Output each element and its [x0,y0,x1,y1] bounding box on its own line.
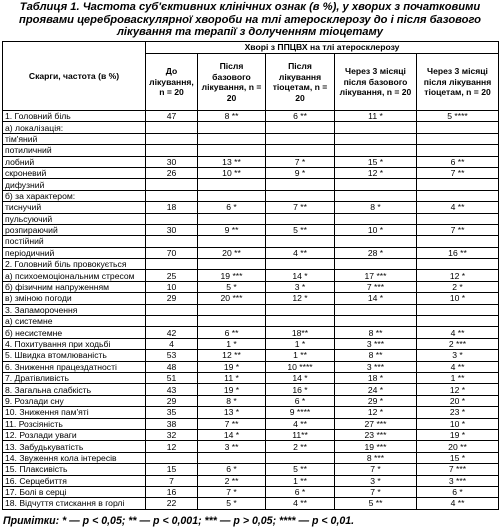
after-thiocetam-cell: 1 ** [266,475,335,486]
header-complaints: Скарги, частота (в %) [3,42,146,111]
before-cell: 35 [146,407,198,418]
3mo-basic-cell: 14 * [335,293,417,304]
3mo-thiocetam-cell [417,213,499,224]
table-row [3,429,499,440]
complaint-cell: 9. Розлади сну [3,395,146,406]
table-row [3,145,499,156]
after-basic-cell: 13 * [198,407,266,418]
before-cell: 32 [146,429,198,440]
after-basic-cell: 13 ** [198,156,266,167]
complaint-cell: 11. Розсіяність [3,418,146,429]
3mo-thiocetam-cell: 4 ** [417,361,499,372]
3mo-basic-cell: 3 * [335,475,417,486]
table-row [3,384,499,395]
complaint-cell: розпираючий [3,224,146,235]
before-cell: 4 [146,338,198,349]
header-group: Хворі з ППЦВХ на тлі атеросклерозу [146,42,499,54]
after-thiocetam-cell [266,179,335,190]
3mo-basic-cell: 27 *** [335,418,417,429]
before-cell [146,190,198,201]
after-basic-cell: 5 * [198,498,266,509]
complaint-cell: потиличний [3,145,146,156]
after-basic-cell: 10 ** [198,167,266,178]
3mo-thiocetam-cell: 15 * [417,452,499,463]
table-row [3,167,499,178]
complaint-cell: 7. Дратівливість [3,372,146,383]
before-cell: 10 [146,281,198,292]
after-thiocetam-cell [266,213,335,224]
after-basic-cell [198,122,266,133]
complaint-cell: 10. Зниження пам'яті [3,407,146,418]
after-basic-cell: 19 * [198,361,266,372]
complaint-cell: 14. Звуження кола інтересів [3,452,146,463]
3mo-basic-cell: 5 ** [335,498,417,509]
complaint-cell: 17. Болі в серці [3,486,146,497]
after-thiocetam-cell [266,190,335,201]
3mo-basic-cell: 7 * [335,464,417,475]
before-cell [146,316,198,327]
table-row [3,179,499,190]
after-basic-cell: 7 ** [198,418,266,429]
3mo-thiocetam-cell: 20 * [417,395,499,406]
3mo-thiocetam-cell: 4 ** [417,327,499,338]
3mo-thiocetam-cell: 12 * [417,270,499,281]
after-thiocetam-cell [266,316,335,327]
after-basic-cell: 5 * [198,281,266,292]
table-row [3,190,499,201]
after-basic-cell [198,452,266,463]
table-row [3,316,499,327]
3mo-basic-cell: 8 * [335,202,417,213]
3mo-basic-cell: 3 *** [335,361,417,372]
after-thiocetam-cell: 6 ** [266,111,335,122]
3mo-thiocetam-cell: 20 ** [417,441,499,452]
after-basic-cell: 12 ** [198,350,266,361]
after-basic-cell [198,259,266,270]
before-cell: 26 [146,167,198,178]
before-cell [146,122,198,133]
table-row [3,259,499,270]
after-basic-cell: 8 ** [198,111,266,122]
3mo-thiocetam-cell: 6 * [417,486,499,497]
complaint-cell: а) психоемоціональним стресом [3,270,146,281]
table-row [3,224,499,235]
before-cell [146,133,198,144]
complaint-cell: в) зміною погоди [3,293,146,304]
before-cell [146,452,198,463]
after-thiocetam-cell: 2 ** [266,441,335,452]
3mo-thiocetam-cell: 23 * [417,407,499,418]
table-row [3,293,499,304]
before-cell: 15 [146,464,198,475]
after-basic-cell: 6 ** [198,327,266,338]
before-cell: 70 [146,247,198,258]
complaint-cell: 4. Похитування при ходьбі [3,338,146,349]
after-thiocetam-cell: 11** [266,429,335,440]
table-row [3,441,499,452]
table-row [3,236,499,247]
table-row [3,486,499,497]
complaint-cell: 8. Загальна слабкість [3,384,146,395]
header-before-treatment: До лікування, n = 20 [146,54,198,111]
table-row [3,304,499,315]
3mo-thiocetam-cell [417,190,499,201]
after-thiocetam-cell [266,259,335,270]
3mo-basic-cell: 10 * [335,224,417,235]
table-row [3,407,499,418]
after-thiocetam-cell: 6 * [266,486,335,497]
3mo-thiocetam-cell: 4 ** [417,498,499,509]
after-basic-cell [198,316,266,327]
before-cell: 42 [146,327,198,338]
3mo-thiocetam-cell [417,259,499,270]
before-cell [146,179,198,190]
3mo-thiocetam-cell [417,133,499,144]
before-cell: 30 [146,224,198,235]
complaint-cell: 5. Швидка втомлюваність [3,350,146,361]
3mo-basic-cell [335,236,417,247]
complaint-cell: тиснучий [3,202,146,213]
after-thiocetam-cell: 18** [266,327,335,338]
3mo-basic-cell [335,145,417,156]
before-cell [146,259,198,270]
table-row [3,464,499,475]
3mo-thiocetam-cell: 10 * [417,418,499,429]
complaint-cell: дифузний [3,179,146,190]
after-basic-cell: 14 * [198,429,266,440]
3mo-basic-cell [335,213,417,224]
after-thiocetam-cell: 5 ** [266,464,335,475]
after-thiocetam-cell [266,145,335,156]
table-row [3,452,499,463]
3mo-thiocetam-cell [417,236,499,247]
after-basic-cell [198,213,266,224]
before-cell [146,213,198,224]
after-thiocetam-cell [266,122,335,133]
3mo-basic-cell [335,304,417,315]
after-basic-cell: 8 * [198,395,266,406]
after-thiocetam-cell [266,304,335,315]
complaint-cell: 6. Зниження працездатності [3,361,146,372]
after-thiocetam-cell [266,133,335,144]
3mo-basic-cell: 23 *** [335,429,417,440]
after-thiocetam-cell [266,452,335,463]
3mo-basic-cell: 28 * [335,247,417,258]
3mo-thiocetam-cell: 7 *** [417,464,499,475]
table-row [3,372,499,383]
before-cell: 25 [146,270,198,281]
after-basic-cell: 3 ** [198,441,266,452]
before-cell: 53 [146,350,198,361]
footnotes: Примітки: * — p < 0,05; ** — p < 0,001; *** — p > 0,05; **** — p < 0,01. [3,515,355,527]
table-row [3,338,499,349]
before-cell: 51 [146,372,198,383]
3mo-thiocetam-cell: 7 ** [417,167,499,178]
3mo-basic-cell: 17 *** [335,270,417,281]
complaint-cell: пульсуючий [3,213,146,224]
before-cell [146,304,198,315]
3mo-basic-cell: 24 * [335,384,417,395]
after-basic-cell: 20 ** [198,247,266,258]
after-basic-cell: 6 * [198,202,266,213]
before-cell [146,145,198,156]
table-row [3,270,499,281]
before-cell: 22 [146,498,198,509]
before-cell: 47 [146,111,198,122]
before-cell [146,236,198,247]
table-row [3,247,499,258]
after-basic-cell [198,304,266,315]
after-basic-cell: 2 ** [198,475,266,486]
3mo-thiocetam-cell: 2 * [417,281,499,292]
3mo-basic-cell [335,190,417,201]
after-basic-cell: 1 * [198,338,266,349]
3mo-thiocetam-cell: 5 **** [417,111,499,122]
after-thiocetam-cell: 4 ** [266,498,335,509]
after-thiocetam-cell: 12 * [266,293,335,304]
after-thiocetam-cell: 16 * [266,384,335,395]
3mo-thiocetam-cell: 10 * [417,293,499,304]
after-thiocetam-cell: 7 * [266,156,335,167]
table-row [3,498,499,509]
before-cell: 12 [146,441,198,452]
after-thiocetam-cell: 4 ** [266,418,335,429]
table-row [3,350,499,361]
complaint-cell: 18. Відчуття стискання в горлі [3,498,146,509]
table-row [3,281,499,292]
3mo-thiocetam-cell: 3 *** [417,475,499,486]
after-thiocetam-cell: 3 * [266,281,335,292]
3mo-thiocetam-cell [417,179,499,190]
3mo-basic-cell: 8 ** [335,350,417,361]
3mo-basic-cell: 8 *** [335,452,417,463]
3mo-thiocetam-cell: 2 *** [417,338,499,349]
before-cell: 29 [146,395,198,406]
after-basic-cell: 19 *** [198,270,266,281]
after-thiocetam-cell: 4 ** [266,247,335,258]
after-thiocetam-cell: 7 ** [266,202,335,213]
table-row [3,213,499,224]
after-thiocetam-cell: 9 **** [266,407,335,418]
before-cell: 16 [146,486,198,497]
complaint-cell: б) фізичним напруженням [3,281,146,292]
complaint-cell: 16. Серцебиття [3,475,146,486]
3mo-basic-cell: 18 * [335,372,417,383]
3mo-basic-cell: 8 ** [335,327,417,338]
3mo-basic-cell: 3 *** [335,338,417,349]
table-row [3,327,499,338]
3mo-thiocetam-cell [417,122,499,133]
3mo-basic-cell: 7 *** [335,281,417,292]
3mo-thiocetam-cell: 16 ** [417,247,499,258]
complaint-cell: б) несистемне [3,327,146,338]
table-title: Таблиця 1. Частота суб'єктивних клінічних ознак (в %), у хворих з початковими проявами цереброваскулярної хвороби на тлі атеросклерозу до і після базового лікування та терапії з долученням тіоцетаму [18,1,482,39]
table-row [3,418,499,429]
data-table [2,41,499,510]
after-thiocetam-cell: 14 * [266,372,335,383]
before-cell: 29 [146,293,198,304]
table-row [3,361,499,372]
3mo-thiocetam-cell: 3 * [417,350,499,361]
after-thiocetam-cell: 14 * [266,270,335,281]
after-basic-cell: 19 * [198,384,266,395]
after-basic-cell [198,133,266,144]
after-basic-cell [198,190,266,201]
after-basic-cell: 20 *** [198,293,266,304]
3mo-basic-cell: 12 * [335,407,417,418]
after-thiocetam-cell: 6 * [266,395,335,406]
3mo-thiocetam-cell: 4 ** [417,202,499,213]
table-row [3,395,499,406]
header-after-thiocetam: Після лікування тіоцетам, n = 20 [266,54,335,111]
after-thiocetam-cell: 10 **** [266,361,335,372]
complaint-cell: скроневий [3,167,146,178]
3mo-basic-cell: 19 *** [335,441,417,452]
complaint-cell: а) системне [3,316,146,327]
3mo-basic-cell: 7 * [335,486,417,497]
3mo-thiocetam-cell: 7 ** [417,224,499,235]
3mo-thiocetam-cell: 6 ** [417,156,499,167]
after-thiocetam-cell: 9 * [266,167,335,178]
header-3mo-thiocetam: Через 3 місяці після лікування тіоцетам, n = 20 [417,54,499,111]
3mo-thiocetam-cell [417,145,499,156]
3mo-basic-cell: 11 * [335,111,417,122]
3mo-basic-cell: 29 * [335,395,417,406]
3mo-thiocetam-cell: 12 * [417,384,499,395]
header-after-basic: Після базового лікування, n = 20 [198,54,266,111]
before-cell: 48 [146,361,198,372]
3mo-thiocetam-cell [417,304,499,315]
after-basic-cell: 9 ** [198,224,266,235]
complaint-cell: 15. Плаксивість [3,464,146,475]
header-3mo-basic: Через 3 місяці після базового лікування, n = 20 [335,54,417,111]
after-basic-cell: 6 * [198,464,266,475]
table-row [3,111,499,122]
complaint-cell: а) локалізація: [3,122,146,133]
3mo-basic-cell [335,179,417,190]
complaint-cell: постійний [3,236,146,247]
3mo-basic-cell [335,122,417,133]
3mo-basic-cell: 15 * [335,156,417,167]
after-thiocetam-cell: 1 * [266,338,335,349]
3mo-basic-cell: 12 * [335,167,417,178]
3mo-thiocetam-cell: 19 * [417,429,499,440]
table-row [3,122,499,133]
complaint-cell: б) за характером: [3,190,146,201]
after-thiocetam-cell: 1 ** [266,350,335,361]
complaint-cell: лобний [3,156,146,167]
3mo-basic-cell [335,133,417,144]
complaint-cell: тім'яний [3,133,146,144]
table-row [3,133,499,144]
complaint-cell: періодичний [3,247,146,258]
table-row [3,475,499,486]
3mo-basic-cell [335,316,417,327]
before-cell: 18 [146,202,198,213]
complaint-cell: 3. Запаморочення [3,304,146,315]
complaint-cell: 2. Головний біль провокується [3,259,146,270]
complaint-cell: 13. Забудькуватість [3,441,146,452]
3mo-thiocetam-cell [417,316,499,327]
after-basic-cell: 11 * [198,372,266,383]
before-cell: 43 [146,384,198,395]
after-basic-cell [198,145,266,156]
before-cell: 7 [146,475,198,486]
before-cell: 30 [146,156,198,167]
before-cell: 38 [146,418,198,429]
header-row [3,42,499,54]
after-thiocetam-cell [266,236,335,247]
3mo-thiocetam-cell: 1 ** [417,372,499,383]
after-basic-cell [198,236,266,247]
after-thiocetam-cell: 5 ** [266,224,335,235]
complaint-cell: 1. Головний біль [3,111,146,122]
table-row [3,202,499,213]
complaint-cell: 12. Розлади уваги [3,429,146,440]
3mo-basic-cell [335,259,417,270]
after-basic-cell: 7 * [198,486,266,497]
table-row [3,156,499,167]
after-basic-cell [198,179,266,190]
